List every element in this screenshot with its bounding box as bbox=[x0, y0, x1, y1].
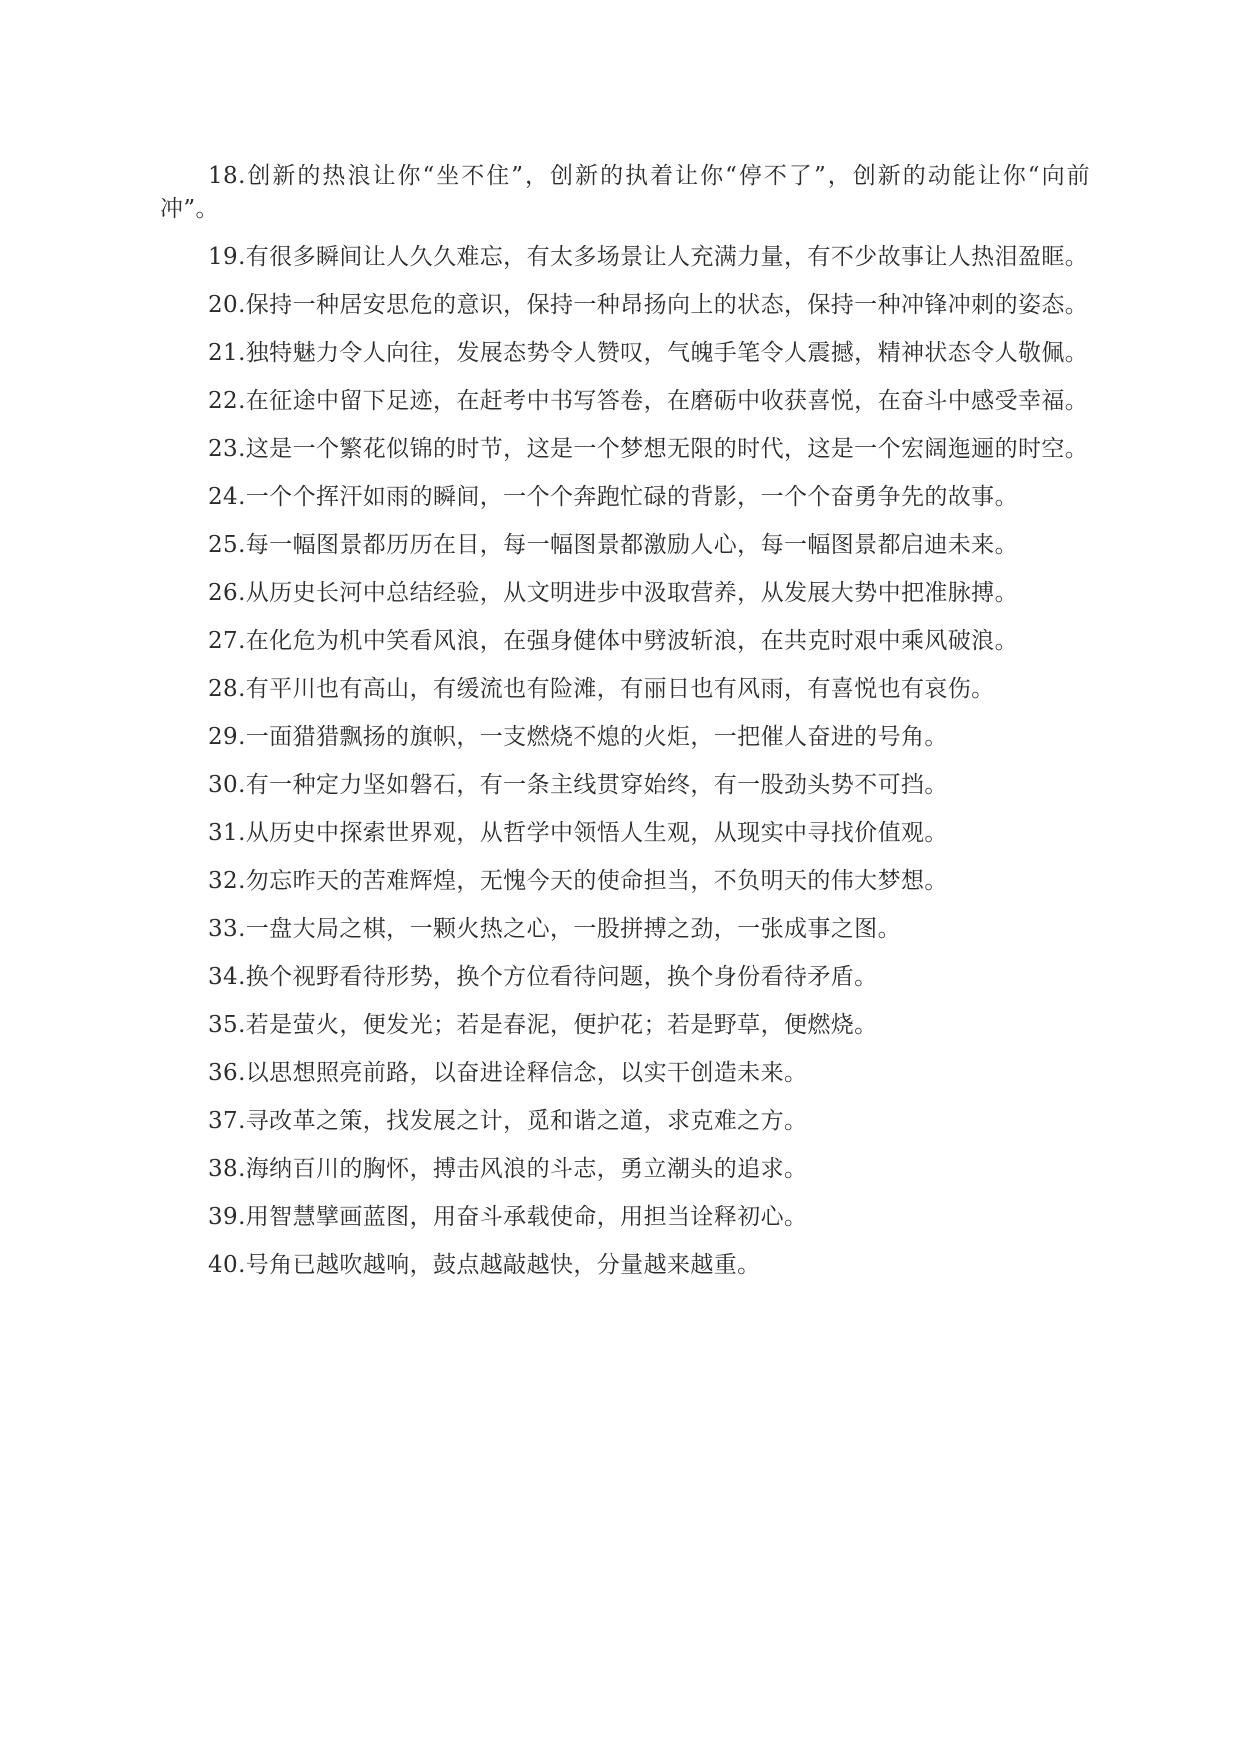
list-item bbox=[160, 769, 1090, 802]
list-item bbox=[160, 961, 1090, 994]
list-item bbox=[160, 1249, 1090, 1282]
list-item bbox=[160, 433, 1090, 466]
list-item bbox=[160, 1105, 1090, 1138]
item-number: 38. bbox=[208, 1156, 246, 1182]
item-number: 39. bbox=[208, 1204, 246, 1230]
item-number: 29. bbox=[208, 724, 246, 750]
item-text: 勿忘昨天的苦难辉煌，无愧今天的使命担当，不负明天的伟大梦想。 bbox=[245, 868, 948, 894]
list-item bbox=[160, 529, 1090, 562]
item-number: 37. bbox=[208, 1108, 246, 1134]
list-item bbox=[160, 817, 1090, 850]
list-item bbox=[160, 337, 1090, 370]
item-number: 34. bbox=[208, 964, 246, 990]
list-item bbox=[160, 241, 1090, 274]
item-text: 创新的热浪让你“坐不住”，创新的执着让你“停不了”，创新的动能让你“向前冲”。 bbox=[160, 163, 1090, 222]
item-number: 40. bbox=[208, 1252, 246, 1278]
item-number: 33. bbox=[208, 916, 246, 942]
list-item bbox=[160, 1009, 1090, 1042]
item-text: 寻改革之策，找发展之计，觅和谐之道，求克难之方。 bbox=[245, 1108, 808, 1134]
item-number: 27. bbox=[208, 628, 246, 654]
item-text: 这是一个繁花似锦的时节，这是一个梦想无限的时代，这是一个宏阔迤逦的时空。 bbox=[245, 436, 1089, 462]
item-text: 一个个挥汗如雨的瞬间，一个个奔跑忙碌的背影，一个个奋勇争先的故事。 bbox=[245, 484, 1018, 510]
item-text: 有很多瞬间让人久久难忘，有太多场景让人充满力量，有不少故事让人热泪盈眶。 bbox=[245, 244, 1089, 270]
item-number: 26. bbox=[208, 580, 246, 606]
item-text: 用智慧擘画蓝图，用奋斗承载使命，用担当诠释初心。 bbox=[245, 1204, 808, 1230]
item-text: 在征途中留下足迹，在赶考中书写答卷，在磨砺中收获喜悦，在奋斗中感受幸福。 bbox=[245, 388, 1089, 414]
item-number: 35. bbox=[208, 1012, 246, 1038]
item-number: 24. bbox=[208, 484, 246, 510]
item-number: 19. bbox=[208, 244, 246, 270]
item-number: 22. bbox=[208, 388, 246, 414]
list-item bbox=[160, 865, 1090, 898]
item-text: 号角已越吹越响，鼓点越敲越快，分量越来越重。 bbox=[245, 1252, 761, 1278]
item-number: 18. bbox=[208, 163, 246, 189]
item-number: 28. bbox=[208, 676, 246, 702]
item-number: 25. bbox=[208, 532, 246, 558]
list-item bbox=[160, 481, 1090, 514]
sentence-list bbox=[160, 160, 1090, 1297]
item-text: 从历史长河中总结经验，从文明进步中汲取营养，从发展大势中把准脉搏。 bbox=[245, 580, 1018, 606]
item-number: 23. bbox=[208, 436, 246, 462]
list-item bbox=[160, 577, 1090, 610]
list-item bbox=[160, 289, 1090, 322]
item-number: 32. bbox=[208, 868, 246, 894]
item-number: 31. bbox=[208, 820, 246, 846]
list-item bbox=[160, 1057, 1090, 1090]
item-text: 保持一种居安思危的意识，保持一种昂扬向上的状态，保持一种冲锋冲刺的姿态。 bbox=[245, 292, 1089, 318]
item-text: 从历史中探索世界观，从哲学中领悟人生观，从现实中寻找价值观。 bbox=[245, 820, 948, 846]
item-number: 36. bbox=[208, 1060, 246, 1086]
list-item bbox=[160, 673, 1090, 706]
item-text: 一面猎猎飘扬的旗帜，一支燃烧不熄的火炬，一把催人奋进的号角。 bbox=[245, 724, 948, 750]
item-text: 有平川也有高山，有缓流也有险滩，有丽日也有风雨，有喜悦也有哀伤。 bbox=[245, 676, 995, 702]
list-item bbox=[160, 385, 1090, 418]
item-number: 20. bbox=[208, 292, 246, 318]
item-number: 30. bbox=[208, 772, 246, 798]
list-item bbox=[160, 1201, 1090, 1234]
item-text: 若是萤火，便发光；若是春泥，便护花；若是野草，便燃烧。 bbox=[245, 1012, 878, 1038]
item-number: 21. bbox=[208, 340, 246, 366]
list-item bbox=[160, 721, 1090, 754]
item-text: 独特魅力令人向往，发展态势令人赞叹，气魄手笔令人震撼，精神状态令人敬佩。 bbox=[245, 340, 1089, 366]
item-text: 有一种定力坚如磐石，有一条主线贯穿始终，有一股劲头势不可挡。 bbox=[245, 772, 948, 798]
list-item bbox=[160, 1153, 1090, 1186]
item-text: 海纳百川的胸怀，搏击风浪的斗志，勇立潮头的追求。 bbox=[245, 1156, 808, 1182]
list-item bbox=[160, 625, 1090, 658]
item-text: 每一幅图景都历历在目，每一幅图景都激励人心，每一幅图景都启迪未来。 bbox=[245, 532, 1018, 558]
item-text: 一盘大局之棋，一颗火热之心，一股拼搏之劲，一张成事之图。 bbox=[245, 916, 901, 942]
item-text: 以思想照亮前路，以奋进诠释信念，以实干创造未来。 bbox=[245, 1060, 808, 1086]
item-text: 在化危为机中笑看风浪，在强身健体中劈波斩浪，在共克时艰中乘风破浪。 bbox=[245, 628, 1018, 654]
list-item bbox=[160, 913, 1090, 946]
item-text: 换个视野看待形势，换个方位看待问题，换个身份看待矛盾。 bbox=[245, 964, 878, 990]
list-item bbox=[160, 160, 1090, 226]
